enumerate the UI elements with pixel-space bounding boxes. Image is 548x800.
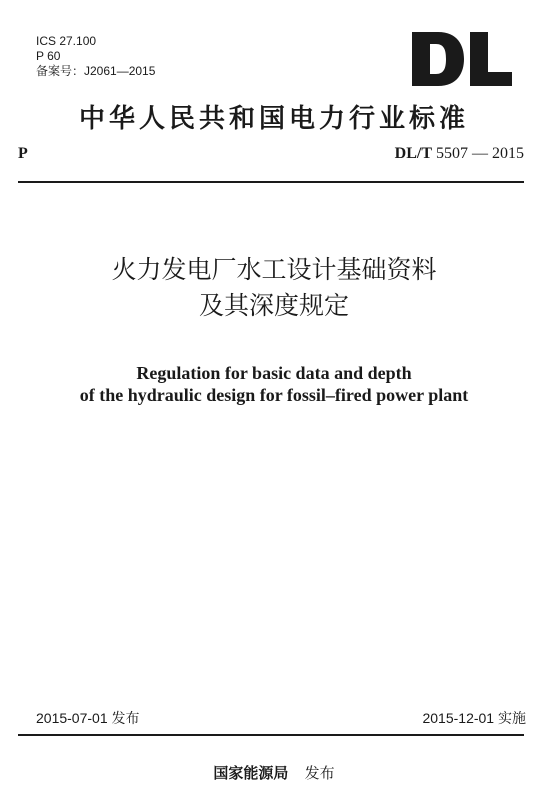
publisher-line [0,762,548,783]
ccs-code: P 60 [36,49,61,63]
category-code: P [18,145,28,162]
publisher-name: 国家能源局 [213,764,289,782]
chinese-title-line-1: 火力发电厂水工设计基础资料 [111,255,437,284]
publish-word: 发布 [304,765,335,782]
english-title-line-2: of the hydraulic design for fossil–fired power plant [79,385,469,405]
industry-standard-heading: 中华人民共和国电力行业标准 [78,104,469,134]
english-title [0,362,548,406]
standard-classification-block [36,34,155,79]
implementation-date: 2015-12-01 实施 [422,710,526,726]
standard-prefix: DL/T [394,145,432,162]
issue-date: 2015-07-01 发布 [36,710,140,726]
chinese-title-line-2: 及其深度规定 [198,291,349,320]
top-divider [18,181,524,183]
english-title-line-1: Regulation for basic data and depth [136,363,412,383]
record-number: 备案号：J2061—2015 [36,64,156,78]
chinese-title [0,252,548,324]
ics-code: ICS 27.100 [36,34,97,48]
bottom-divider [18,734,524,736]
standard-number [395,145,524,163]
dl-logo [408,28,514,90]
standard-number-value: 5507 — 2015 [436,145,524,162]
